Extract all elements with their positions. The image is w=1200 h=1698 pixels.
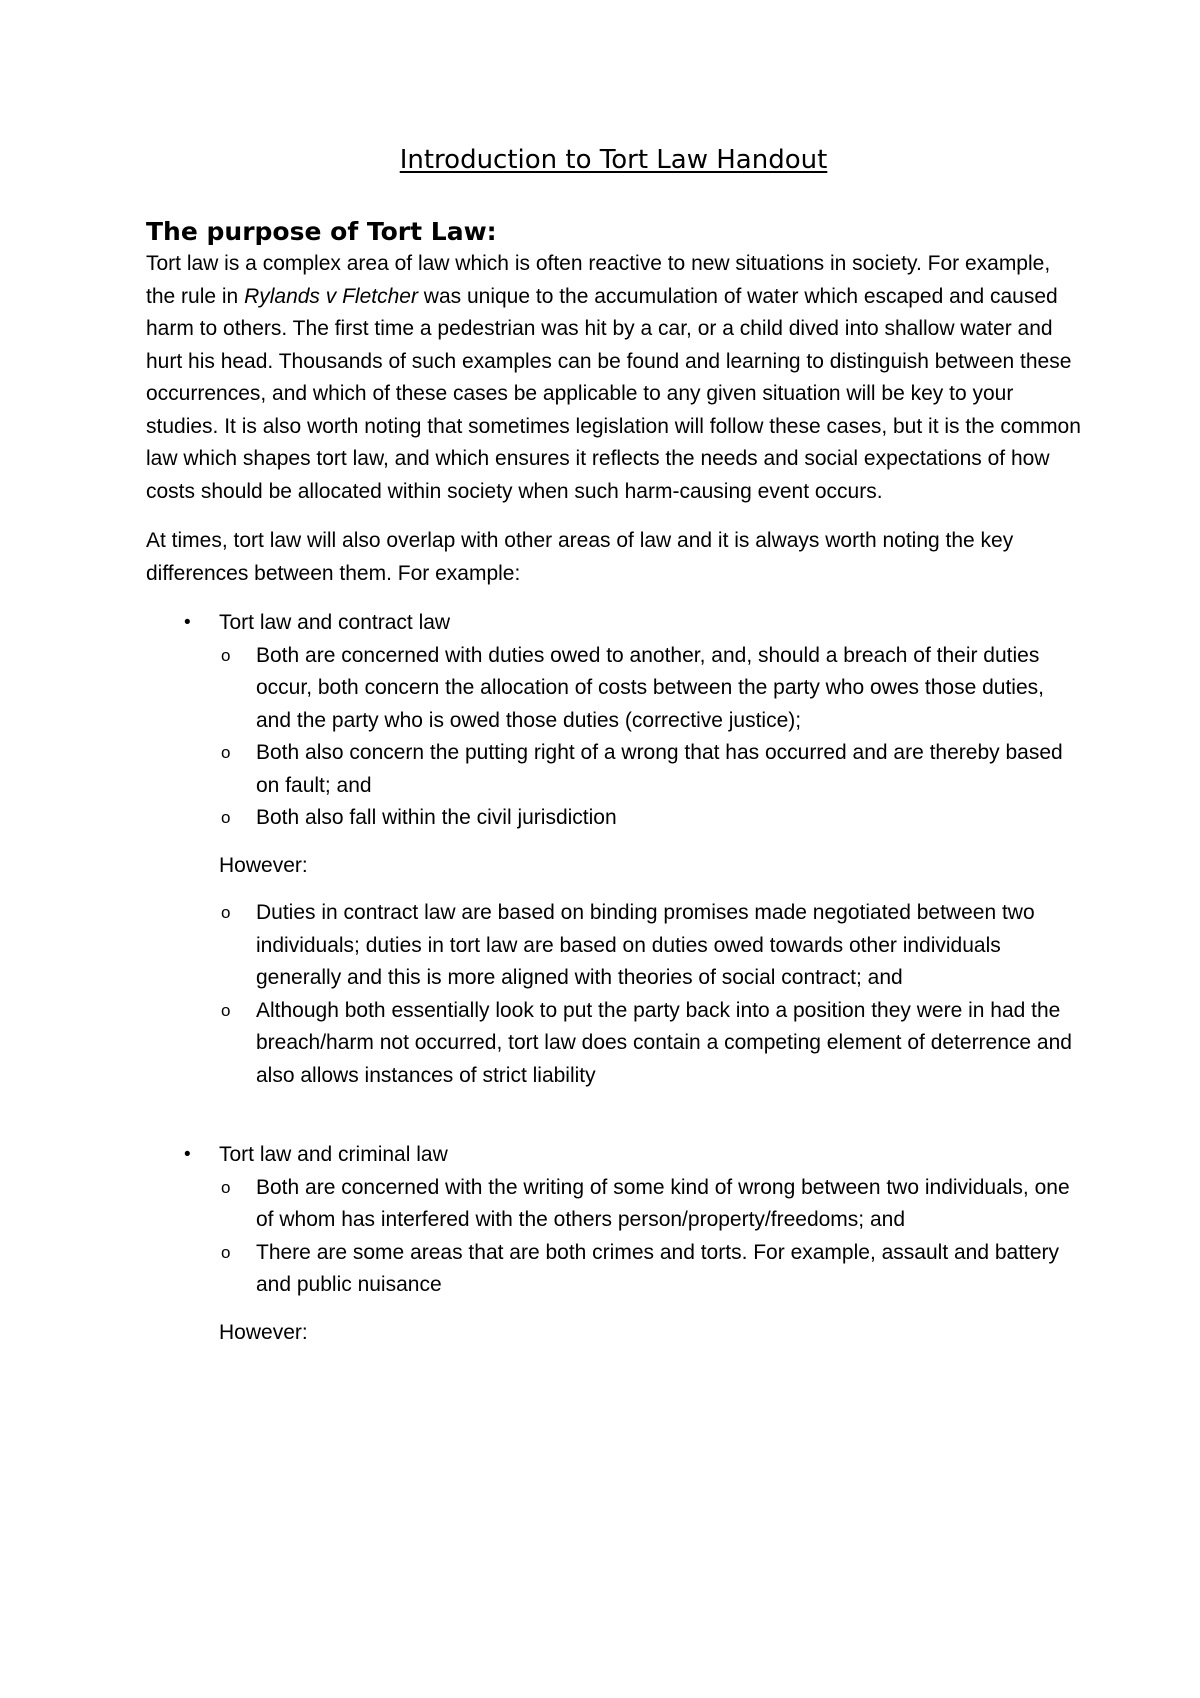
circle-bullet-icon: o [221,743,231,762]
list-item [219,737,1081,802]
spacer [219,1092,1081,1139]
document-title: Introduction to Tort Law Handout [399,145,828,175]
bullet-icon: • [184,612,191,633]
list-item-text: Both are concerned with the writing of some kind of wrong between two individuals, one of whom has interfered with the others person/property/freedoms; and [256,1175,1070,1231]
circle-bullet-icon: o [221,1000,231,1020]
comparison-item-contract [146,607,1081,1139]
list-item-text: Both also concern the putting right of a wrong that has occurred and are thereby based on fault; and [256,741,1063,797]
comparison-list [146,607,1081,1349]
list-item-text: Both also fall within the civil jurisdiction [256,806,617,829]
section-heading: The purpose of Tort Law: [146,217,497,246]
list-item-text: Although both essentially look to put the party back into a position they were in had the breach/harm not occurred, tort law does contain a competing element of deterrence and also allows instances of strict liability [256,998,1072,1087]
list-item [219,640,1081,738]
intro-paragraph [146,248,1081,508]
however-label: However: [219,853,308,877]
list-item [219,802,1081,835]
case-name: Rylands v Fletcher [244,284,418,308]
list-item [219,1237,1081,1302]
comparison-item-criminal [146,1139,1081,1349]
comparison-heading: Tort law and criminal law [219,1143,448,1166]
list-item [219,1172,1081,1237]
circle-bullet-icon: o [221,808,231,827]
overlap-paragraph: At times, tort law will also overlap with other areas of law and it is always worth noting the key differences between them. For example: [146,529,1014,585]
differences-list [219,897,1081,1092]
circle-bullet-icon: o [221,903,231,922]
list-item-text: There are some areas that are both crimes and torts. For example, assault and battery and public nuisance [256,1240,1060,1296]
list-item-text: Both are concerned with duties owed to another, and, should a breach of their duties occur, both concern the allocation of costs between the party who owes those duties, and the party who is owed those duties (corrective justice); [256,643,1044,732]
similarities-list [219,640,1081,835]
circle-bullet-icon: o [221,1177,231,1197]
intro-text-start: Tort law is a complex area of law which is often reactive to new situations in society. For example, the rule in [146,252,1051,308]
circle-bullet-icon: o [221,645,231,665]
however-label: However: [219,1320,308,1344]
list-item-text: Duties in contract law are based on binding promises made negotiated between two individuals; duties in tort law are based on duties owed towards other individuals generally and this is more aligned with theories of social contract; and [256,901,1035,989]
intro-text-end: was unique to the accumulation of water which escaped and caused harm to others. The first time a pedestrian was hit by a car, or a child dived into shallow water and hurt his head. Thousands of such examples can be found and learning to distinguish between these occurrences, and which of these cases be applicable to any given situation will be key to your studies. It is also worth noting that sometimes legislation will follow these cases, but it is the common law which shapes tort law, and which ensures it reflects the needs and social expectations of how costs should be allocated within society when such harm-causing event occurs. [146,284,1081,503]
comparison-heading: Tort law and contract law [219,611,451,634]
document-body [146,140,1081,1364]
similarities-list [219,1172,1081,1302]
circle-bullet-icon: o [221,1242,231,1262]
list-item [219,995,1081,1093]
bullet-icon: • [184,1144,191,1165]
list-item [219,897,1081,995]
